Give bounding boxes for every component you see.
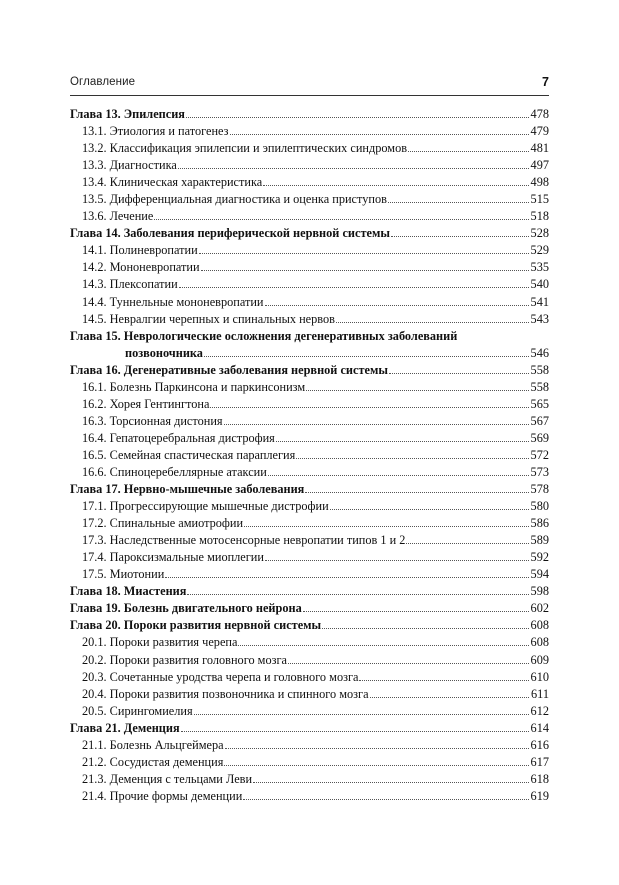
- toc-entry-title: 14.2. Мононевропатии: [82, 260, 200, 275]
- toc-entry-page: 479: [530, 124, 549, 139]
- toc-entry-page: 617: [530, 754, 549, 769]
- toc-entry-title: 16.2. Хорея Гентингтона: [82, 396, 210, 411]
- toc-section-entry[interactable]: [70, 174, 549, 191]
- running-header: [70, 76, 549, 92]
- dot-leader: [243, 798, 528, 800]
- toc-entry-title: 13.2. Классификация эпилепсии и эпилептических синдромов: [82, 141, 408, 156]
- toc-section-entry[interactable]: [70, 294, 549, 311]
- toc-entry-page: 518: [530, 209, 549, 224]
- toc-chapter-entry[interactable]: [70, 600, 549, 617]
- dot-leader: [268, 474, 529, 476]
- toc-section-entry[interactable]: [70, 140, 549, 157]
- toc-section-entry[interactable]: [70, 788, 549, 805]
- toc-entry-title: 13.1. Этиология и патогенез: [82, 124, 229, 139]
- toc-section-entry[interactable]: [70, 669, 549, 686]
- toc-chapter-entry[interactable]: [70, 720, 549, 737]
- dot-leader: [389, 372, 529, 374]
- toc-entry-page: 535: [530, 260, 549, 275]
- toc-entry-page: 586: [530, 516, 549, 531]
- toc-chapter-entry[interactable]: [70, 328, 549, 362]
- toc-entry-page: 540: [530, 277, 549, 292]
- toc-entry-page: 558: [530, 379, 549, 394]
- dot-leader: [253, 781, 528, 783]
- toc-entry-title: 14.1. Полиневропатии: [82, 243, 198, 258]
- toc-entry-title: 14.5. Невралгии черепных и спинальных нервов: [82, 311, 335, 326]
- toc-entry-title: 17.1. Прогрессирующие мышечные дистрофии: [82, 499, 329, 514]
- toc-entry-page: 592: [530, 550, 549, 565]
- toc-entry-page: 515: [530, 192, 549, 207]
- toc-section-entry[interactable]: [70, 652, 549, 669]
- toc-section-entry[interactable]: [70, 754, 549, 771]
- toc-section-entry[interactable]: [70, 703, 549, 720]
- toc-entry-page: 589: [530, 533, 549, 548]
- toc-section-entry[interactable]: [70, 396, 549, 413]
- toc-entry-title: 20.3. Сочетанные уродства черепа и головного мозга: [82, 669, 359, 684]
- toc-section-entry[interactable]: [70, 379, 549, 396]
- toc-section-entry[interactable]: [70, 464, 549, 481]
- toc-entry-page: 602: [530, 601, 549, 616]
- toc-entry-page: 497: [530, 158, 549, 173]
- toc-section-entry[interactable]: [70, 634, 549, 651]
- toc-entry-page: 529: [530, 243, 549, 258]
- toc-chapter-entry[interactable]: [70, 106, 549, 123]
- toc-entry-title: 17.5. Миотонии: [82, 567, 165, 582]
- dot-leader: [187, 593, 528, 595]
- toc-entry-page: 580: [530, 499, 549, 514]
- toc-entry-title: 20.1. Пороки развития черепа: [82, 635, 238, 650]
- toc-entry-page: 614: [530, 720, 549, 735]
- dot-leader: [263, 184, 528, 186]
- toc-entry-title: 13.5. Дифференциальная диагностика и оценка приступов: [82, 192, 387, 207]
- toc-entry-title: 17.3. Наследственные мотосенсорные невропатии типов 1 и 2: [82, 533, 406, 548]
- dot-leader: [230, 133, 529, 135]
- toc-entry-title: Глава 17. Нервно-мышечные заболевания: [70, 482, 305, 497]
- toc-section-entry[interactable]: [70, 311, 549, 328]
- toc-entry-page: 608: [530, 618, 549, 633]
- toc-entry-page: 546: [530, 345, 549, 360]
- dot-leader: [303, 610, 529, 612]
- toc-entry-page: 498: [530, 175, 549, 190]
- toc-entry-title: 17.4. Пароксизмальные миоплегии: [82, 550, 264, 565]
- toc-entry-title: 16.5. Семейная спастическая параплегия: [82, 447, 296, 462]
- header-rule: [70, 95, 549, 96]
- toc-entry-page: 598: [530, 584, 549, 599]
- toc-section-entry[interactable]: [70, 686, 549, 703]
- toc-entry-title: 14.3. Плексопатии: [82, 277, 178, 292]
- toc-section-entry[interactable]: [70, 532, 549, 549]
- toc-section-entry[interactable]: [70, 430, 549, 447]
- toc-section-entry[interactable]: [70, 157, 549, 174]
- dot-leader: [179, 286, 529, 288]
- dot-leader: [181, 730, 529, 732]
- toc-entry-title: 14.4. Туннельные мононевропатии: [82, 294, 264, 309]
- toc-section-entry[interactable]: [70, 123, 549, 140]
- dot-leader: [238, 644, 528, 646]
- toc-entry-title: 21.2. Сосудистая деменция: [82, 754, 224, 769]
- dot-leader: [224, 764, 528, 766]
- dot-leader: [225, 747, 529, 749]
- dot-leader: [370, 696, 529, 698]
- dot-leader: [296, 457, 528, 459]
- toc-chapter-entry[interactable]: [70, 583, 549, 600]
- dot-leader: [322, 627, 528, 629]
- toc-entry-page: 558: [530, 362, 549, 377]
- toc-entry-title: 13.4. Клиническая характеристика: [82, 175, 263, 190]
- toc-entry-title: 16.1. Болезнь Паркинсона и паркинсонизм: [82, 379, 306, 394]
- dot-leader: [199, 252, 529, 254]
- toc-entry-page: 619: [530, 788, 549, 803]
- toc-entry-page: 567: [530, 413, 549, 428]
- toc-entry-title: Глава 15. Неврологические осложнения дегенеративных заболеваний: [70, 328, 458, 343]
- toc-section-entry[interactable]: [70, 208, 549, 225]
- dot-leader: [204, 355, 529, 357]
- toc-entry-page: 528: [530, 226, 549, 241]
- toc-entry-title: 17.2. Спинальные амиотрофии: [82, 516, 244, 531]
- toc-section-entry[interactable]: [70, 447, 549, 464]
- toc-entry-page: 594: [530, 567, 549, 582]
- dot-leader: [408, 150, 529, 152]
- dot-leader: [194, 713, 529, 715]
- dot-leader: [186, 116, 529, 118]
- toc-entry-page: 611: [531, 686, 549, 701]
- dot-leader: [201, 269, 529, 271]
- toc-entry-page: 565: [530, 396, 549, 411]
- toc-entry-page: 572: [530, 447, 549, 462]
- toc-entry-title: Глава 16. Дегенеративные заболевания нервной системы: [70, 362, 388, 377]
- toc-entry-page: 573: [530, 464, 549, 479]
- toc-entry-page: 610: [530, 669, 549, 684]
- toc-entry-page: 543: [530, 311, 549, 326]
- toc-entry-page: 612: [530, 703, 549, 718]
- dot-leader: [305, 491, 528, 493]
- toc-section-entry[interactable]: [70, 191, 549, 208]
- toc-entry-title-continued: позвоночника: [125, 345, 203, 360]
- dot-leader: [406, 542, 528, 544]
- toc-entry-title: 16.6. Спиноцеребеллярные атаксии: [82, 464, 267, 479]
- toc-entry-title: 13.3. Диагностика: [82, 158, 177, 173]
- dot-leader: [224, 423, 529, 425]
- dot-leader: [391, 235, 529, 237]
- table-of-contents: [70, 106, 549, 805]
- toc-entry-page: 616: [530, 737, 549, 752]
- toc-entry-title: 13.6. Лечение: [82, 209, 154, 224]
- dot-leader: [154, 218, 528, 220]
- toc-entry-title: 16.3. Торсионная дистония: [82, 413, 223, 428]
- dot-leader: [210, 406, 528, 408]
- toc-entry-title: Глава 19. Болезнь двигательного нейрона: [70, 601, 302, 616]
- dot-leader: [244, 525, 528, 527]
- toc-chapter-entry[interactable]: [70, 617, 549, 634]
- toc-entry-page: 608: [530, 635, 549, 650]
- toc-entry-title: Глава 14. Заболевания периферической нервной системы: [70, 226, 390, 241]
- dot-leader: [165, 576, 528, 578]
- toc-section-entry[interactable]: [70, 549, 549, 566]
- header-title: Оглавление: [70, 76, 136, 88]
- toc-entry-page: 569: [530, 430, 549, 445]
- toc-entry-page: 609: [530, 652, 549, 667]
- toc-chapter-entry[interactable]: [70, 362, 549, 379]
- toc-entry-page: 578: [530, 482, 549, 497]
- dot-leader: [178, 167, 529, 169]
- toc-entry-title: 16.4. Гепатоцеребральная дистрофия: [82, 430, 275, 445]
- toc-entry-page: 481: [530, 141, 549, 156]
- toc-entry-title: Глава 18. Миастения: [70, 584, 187, 599]
- dot-leader: [276, 440, 529, 442]
- toc-entry-page: 478: [530, 107, 549, 121]
- toc-section-entry[interactable]: [70, 498, 549, 515]
- toc-entry-title: Глава 21. Деменция: [70, 720, 180, 735]
- toc-entry-page: 618: [530, 771, 549, 786]
- toc-entry-title: 20.5. Сирингомиелия: [82, 703, 193, 718]
- toc-chapter-entry[interactable]: [70, 225, 549, 242]
- toc-section-entry[interactable]: [70, 413, 549, 430]
- toc-section-entry[interactable]: [70, 566, 549, 583]
- toc-section-entry[interactable]: [70, 737, 549, 754]
- toc-chapter-entry[interactable]: [70, 481, 549, 498]
- toc-section-entry[interactable]: [70, 515, 549, 532]
- toc-entry-title: Глава 13. Эпилепсия: [70, 107, 185, 121]
- dot-leader: [336, 321, 529, 323]
- toc-section-entry[interactable]: [70, 242, 549, 259]
- dot-leader: [265, 304, 529, 306]
- toc-entry-title: 20.4. Пороки развития позвоночника и спинного мозга: [82, 686, 369, 701]
- toc-section-entry[interactable]: [70, 259, 549, 276]
- dot-leader: [265, 559, 529, 561]
- dot-leader: [306, 389, 528, 391]
- header-page-number: 7: [542, 75, 549, 89]
- toc-entry-page: 541: [530, 294, 549, 309]
- toc-entry-title: 21.1. Болезнь Альцгеймера: [82, 737, 224, 752]
- dot-leader: [330, 508, 529, 510]
- toc-entry-title: 20.2. Пороки развития головного мозга: [82, 652, 287, 667]
- dot-leader: [388, 201, 529, 203]
- toc-entry-title: 21.4. Прочие формы деменции: [82, 788, 243, 803]
- dot-leader: [288, 662, 529, 664]
- toc-section-entry[interactable]: [70, 771, 549, 788]
- toc-entry-title: 21.3. Деменция с тельцами Леви: [82, 771, 253, 786]
- toc-entry-title: Глава 20. Пороки развития нервной системы: [70, 618, 322, 633]
- dot-leader: [359, 679, 528, 681]
- toc-section-entry[interactable]: [70, 276, 549, 293]
